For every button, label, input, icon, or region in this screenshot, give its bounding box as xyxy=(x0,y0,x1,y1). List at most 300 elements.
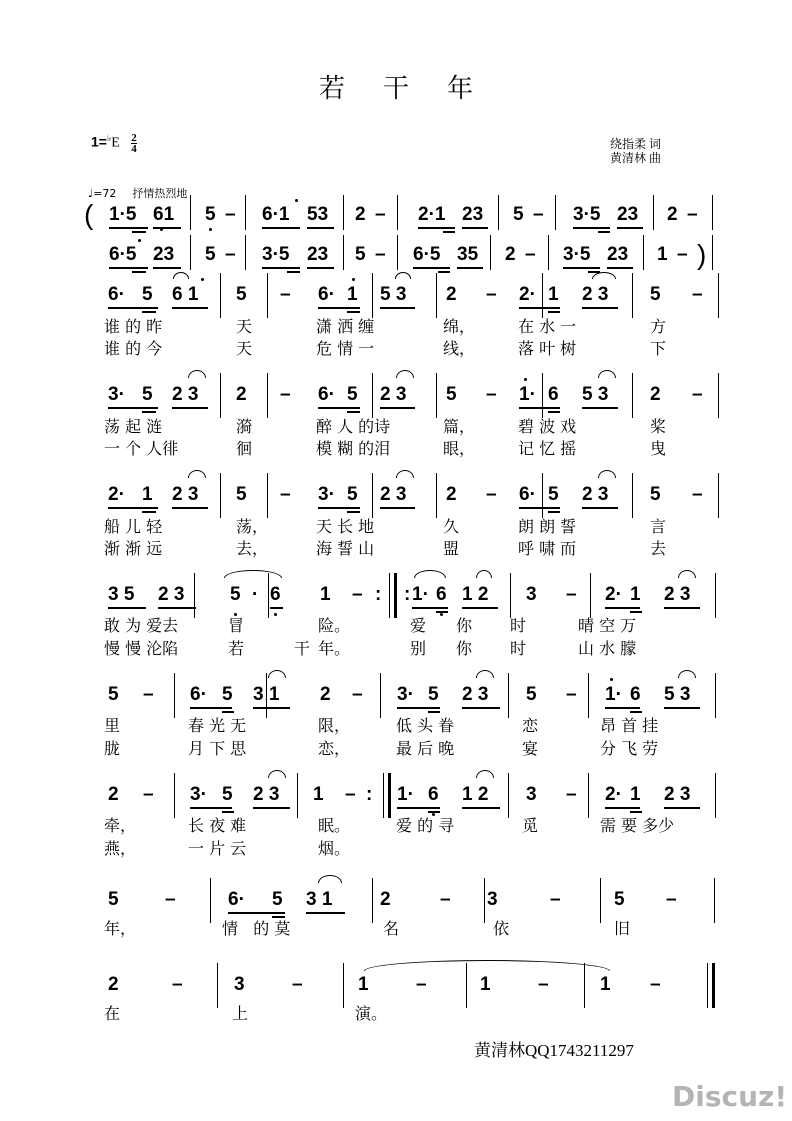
barline xyxy=(548,235,549,270)
lyric: 天 长 地 xyxy=(316,517,375,536)
underline xyxy=(307,227,334,229)
note: 1 xyxy=(320,584,331,605)
note: 5 xyxy=(347,384,358,405)
lyric: 分 飞 劳 xyxy=(600,739,659,758)
underline xyxy=(172,407,208,409)
note: 6·5 xyxy=(413,244,441,265)
lyric: 一 片 云 xyxy=(188,839,247,858)
lyric: 荡， xyxy=(236,517,269,536)
note: 2 xyxy=(236,384,247,405)
note: 2 3 xyxy=(253,784,280,805)
credits xyxy=(610,137,661,165)
barline xyxy=(590,573,591,618)
lyric: 低 头 眷 xyxy=(396,716,455,735)
note: 23 xyxy=(607,244,629,265)
lyric: 你 xyxy=(456,616,473,635)
note: 1 xyxy=(600,974,611,995)
lyric: 若 xyxy=(228,639,245,658)
lyric: 名 xyxy=(383,919,400,938)
note: 2 xyxy=(667,204,678,225)
note: 5 xyxy=(236,284,247,305)
underline xyxy=(462,607,498,609)
slur xyxy=(678,670,696,678)
barline xyxy=(397,195,398,230)
lyric: 落 叶 树 xyxy=(518,339,577,358)
note: 2 xyxy=(108,784,119,805)
note: – xyxy=(677,244,688,265)
note: – xyxy=(143,684,154,705)
note: – xyxy=(566,684,577,705)
lyric: 海 誓 山 xyxy=(316,539,375,558)
underline xyxy=(190,807,232,809)
barline xyxy=(653,195,654,230)
note: 6· xyxy=(519,484,536,505)
slur xyxy=(414,570,446,578)
barline xyxy=(508,673,509,718)
lyric: 醉 人 的诗 xyxy=(316,417,391,436)
lyric: 敢 为 爱去 xyxy=(104,616,179,635)
note: 3· xyxy=(190,784,207,805)
lyric: 情 的 莫 xyxy=(222,919,291,938)
lyric: 牵， xyxy=(104,816,137,835)
note: – xyxy=(352,584,363,605)
lyric: 言 xyxy=(650,517,667,536)
slur xyxy=(395,272,411,279)
underline xyxy=(172,507,208,509)
underline xyxy=(132,231,146,233)
barline xyxy=(600,878,601,923)
underline xyxy=(253,707,290,709)
barline xyxy=(343,235,344,270)
lyric: 时 xyxy=(510,616,527,635)
underline xyxy=(607,267,633,269)
underline xyxy=(108,307,158,309)
note: – xyxy=(345,784,356,805)
lyric: 依 xyxy=(493,919,510,938)
note: 23 xyxy=(462,204,484,225)
slur xyxy=(268,770,286,778)
note: 6·1 xyxy=(262,204,290,225)
note: 5 xyxy=(222,784,233,805)
underline xyxy=(109,267,148,269)
underline xyxy=(397,707,440,709)
lyric: 月 下 思 xyxy=(188,739,247,758)
lyric: 年。 xyxy=(318,639,351,658)
barline xyxy=(174,773,175,818)
note: – xyxy=(692,484,703,505)
lyric: 线， xyxy=(443,339,476,358)
lyric: 慢 慢 沦陷 xyxy=(104,639,179,658)
note: 2· xyxy=(519,284,536,305)
barline xyxy=(210,878,211,923)
note: 5 xyxy=(108,889,119,910)
underline xyxy=(573,227,610,229)
note: 23 xyxy=(617,204,639,225)
underline xyxy=(630,811,642,813)
note: 5 xyxy=(428,684,439,705)
note: 2 xyxy=(108,974,119,995)
barline xyxy=(542,373,543,418)
lyric: 需 要 多少 xyxy=(600,816,675,835)
underline xyxy=(347,311,360,313)
note: 2· xyxy=(605,784,622,805)
lyric: 篇， xyxy=(443,417,476,436)
tempo: ♩=72 xyxy=(88,187,117,200)
footer-credit: 黄清林QQ1743211297 xyxy=(474,1041,634,1060)
underline xyxy=(347,411,360,413)
note: 5 xyxy=(142,284,153,305)
underline xyxy=(190,707,232,709)
underline xyxy=(664,807,700,809)
lyric: 荡 起 涟 xyxy=(104,417,163,436)
underline xyxy=(428,711,440,713)
lyric: 年， xyxy=(104,919,137,938)
underline xyxy=(617,227,643,229)
note: 2 xyxy=(380,889,391,910)
octave-dot xyxy=(274,613,277,616)
barline xyxy=(194,573,195,618)
octave-dot xyxy=(201,278,204,281)
note: 1· xyxy=(605,684,622,705)
note: · xyxy=(252,584,259,605)
note: 2 xyxy=(446,284,457,305)
page-title: 若干年 xyxy=(318,74,511,104)
note: 5 xyxy=(513,204,524,225)
note: – xyxy=(533,204,544,225)
note: 5 xyxy=(230,584,241,605)
lyric: 模 糊 的泪 xyxy=(316,439,391,458)
slur xyxy=(318,875,342,883)
lyric: 晴 空 万 xyxy=(578,616,637,635)
lyric: 天 xyxy=(236,317,253,336)
barline xyxy=(372,473,373,518)
slur xyxy=(268,670,286,678)
lyric: 燕， xyxy=(104,839,137,858)
lyric: 冒 xyxy=(228,616,245,635)
slur xyxy=(188,370,206,378)
double-barline xyxy=(383,773,391,818)
barline xyxy=(588,673,589,718)
underline xyxy=(380,407,415,409)
note: 1 2 xyxy=(462,584,489,605)
note: 2·1 xyxy=(418,204,446,225)
lyric: 演。 xyxy=(355,1004,388,1023)
underline xyxy=(270,607,283,609)
underline xyxy=(153,227,181,229)
note: – xyxy=(165,889,176,910)
lyric: 谁 的 昨 xyxy=(104,317,163,336)
note: 2 xyxy=(650,384,661,405)
note: 6· xyxy=(318,384,335,405)
underline xyxy=(307,267,334,269)
barline xyxy=(712,235,713,270)
note: 23 xyxy=(307,244,329,265)
underline xyxy=(519,307,560,309)
lyric: 去， xyxy=(236,539,269,558)
note: – xyxy=(375,204,386,225)
note: 5 xyxy=(650,484,661,505)
barline xyxy=(372,878,373,923)
note: 5 3 xyxy=(582,384,609,405)
note: 1 xyxy=(313,784,324,805)
lyric: 时 xyxy=(510,639,527,658)
lyric: 干 xyxy=(294,639,311,658)
note: : xyxy=(375,584,382,605)
lyric: 潇 洒 缠 xyxy=(316,317,375,336)
note: – xyxy=(416,974,427,995)
barline xyxy=(436,273,437,318)
note: – xyxy=(525,244,536,265)
note: 5 xyxy=(614,889,625,910)
note: 6 xyxy=(436,584,447,605)
note: 1 xyxy=(480,974,491,995)
barline xyxy=(588,773,589,818)
lyric: 碧 波 戏 xyxy=(518,417,577,436)
note: : xyxy=(404,584,411,605)
note: 2 xyxy=(320,684,331,705)
barline xyxy=(266,673,267,718)
underline xyxy=(132,271,146,273)
note: – xyxy=(692,384,703,405)
note: 53 xyxy=(307,204,329,225)
lyric: 船 儿 轻 xyxy=(104,517,163,536)
lyric: 危 情 一 xyxy=(316,339,375,358)
underline xyxy=(462,227,488,229)
note: – xyxy=(486,384,497,405)
underline xyxy=(380,507,415,509)
underline xyxy=(413,267,450,269)
barline xyxy=(715,673,716,718)
lyric: 觅 xyxy=(522,816,539,835)
barline xyxy=(484,878,485,923)
note: – xyxy=(486,284,497,305)
note: 3 1 xyxy=(253,684,280,705)
lyric: 限， xyxy=(318,716,351,735)
underline xyxy=(519,407,560,409)
barline xyxy=(220,273,221,318)
lyric: 最 后 晚 xyxy=(396,739,455,758)
note: 2 3 xyxy=(462,684,489,705)
note: 5 xyxy=(272,889,283,910)
underline xyxy=(462,807,500,809)
underline xyxy=(598,231,610,233)
slur xyxy=(364,960,610,971)
slur xyxy=(476,570,492,578)
time-sig-top: 2 xyxy=(131,132,137,144)
octave-dot xyxy=(440,613,443,616)
note: 35 xyxy=(457,244,479,265)
key-signature xyxy=(91,133,137,154)
note: 6· xyxy=(108,284,125,305)
note: : xyxy=(366,784,373,805)
lyric: 你 xyxy=(456,639,473,658)
key-label: 1= xyxy=(91,133,107,150)
note: 1· xyxy=(519,384,536,405)
barline xyxy=(632,373,633,418)
barline xyxy=(220,473,221,518)
lyric: 上 xyxy=(232,1004,249,1023)
lyric: 春 光 无 xyxy=(188,716,247,735)
note: 2 xyxy=(446,484,457,505)
note: 2 xyxy=(505,244,516,265)
underline xyxy=(318,307,360,309)
note: – xyxy=(280,484,291,505)
octave-dot xyxy=(209,228,212,231)
underline xyxy=(108,607,146,609)
underline xyxy=(108,407,158,409)
barline xyxy=(714,878,715,923)
lyric: 桨 xyxy=(650,417,667,436)
note: 3 xyxy=(234,974,245,995)
note: – xyxy=(687,204,698,225)
underline xyxy=(158,607,196,609)
underline xyxy=(222,711,234,713)
underline xyxy=(548,311,560,313)
note: 1· xyxy=(412,584,429,605)
lyric: 险。 xyxy=(318,616,351,635)
barline xyxy=(245,195,246,230)
underline xyxy=(318,407,360,409)
underline xyxy=(605,607,640,609)
note: 5 xyxy=(446,384,457,405)
lyric: 宴 xyxy=(522,739,539,758)
octave-dot xyxy=(352,278,355,281)
barline xyxy=(267,273,268,318)
underline xyxy=(142,511,156,513)
close-paren: ) xyxy=(697,239,707,270)
lyric: 记 忆 摇 xyxy=(518,439,577,458)
note: 2 3 xyxy=(582,484,609,505)
underline xyxy=(109,227,148,229)
note: 1 xyxy=(142,484,153,505)
lyric: 徊 xyxy=(236,439,253,458)
lyric: 绵， xyxy=(443,317,476,336)
barline xyxy=(245,235,246,270)
note: 2 3 xyxy=(172,484,199,505)
underline xyxy=(262,227,300,229)
underline xyxy=(153,267,181,269)
note: 6· xyxy=(190,684,207,705)
note: 5 3 xyxy=(380,284,407,305)
lyric: 朗 朗 誓 xyxy=(518,517,577,536)
note: 5 xyxy=(650,284,661,305)
note: 6 1 xyxy=(172,284,199,305)
note: – xyxy=(538,974,549,995)
octave-dot xyxy=(138,239,141,242)
underline xyxy=(306,912,345,914)
lyric: 眠。 xyxy=(318,816,351,835)
note: 5 xyxy=(347,484,358,505)
barline xyxy=(190,195,191,230)
slur xyxy=(598,470,616,478)
lyric: 谁 的 今 xyxy=(104,339,163,358)
note: 1 xyxy=(630,784,641,805)
barline xyxy=(297,773,298,818)
note: 5 3 xyxy=(664,684,691,705)
double-barline xyxy=(707,963,715,1008)
note: 1· xyxy=(397,784,414,805)
underline xyxy=(228,912,285,914)
time-sig-bottom: 4 xyxy=(131,143,137,155)
note: – xyxy=(292,974,303,995)
note: – xyxy=(566,584,577,605)
note: – xyxy=(650,974,661,995)
slur xyxy=(396,470,414,478)
octave-dot xyxy=(524,378,527,381)
lyric: 眼， xyxy=(443,439,476,458)
lyric: 曳 xyxy=(650,439,667,458)
note: 1 xyxy=(657,244,668,265)
key-note: E xyxy=(111,135,120,151)
slur xyxy=(188,470,206,478)
lyric: 别 xyxy=(410,639,427,658)
note: – xyxy=(550,889,561,910)
lyric: 去 xyxy=(650,539,667,558)
note: 6· xyxy=(228,889,245,910)
note: 1·5 xyxy=(109,204,137,225)
slur xyxy=(598,370,616,378)
note: 5 xyxy=(205,244,216,265)
lyric: 旧 xyxy=(614,919,631,938)
underline xyxy=(630,611,642,613)
barline xyxy=(267,473,268,518)
note: 2 3 xyxy=(664,784,691,805)
underline xyxy=(412,607,448,609)
barline xyxy=(372,273,373,318)
note: – xyxy=(280,284,291,305)
note: – xyxy=(440,889,451,910)
note: 3·5 xyxy=(262,244,290,265)
underline xyxy=(443,231,455,233)
lyric: 一 个 人徘 xyxy=(104,439,179,458)
composer: 黄清林 曲 xyxy=(610,151,662,165)
note: 5 xyxy=(355,244,366,265)
underline xyxy=(438,271,450,273)
barline xyxy=(343,963,344,1008)
barline xyxy=(397,235,398,270)
note: 3· xyxy=(108,384,125,405)
note: 61 xyxy=(153,204,175,225)
underline xyxy=(563,267,600,269)
note: 2 3 xyxy=(172,384,199,405)
barline xyxy=(718,273,719,318)
underline xyxy=(664,607,700,609)
note: 5 xyxy=(205,204,216,225)
underline xyxy=(318,507,360,509)
lyric: 下 xyxy=(650,339,667,358)
note: 3· xyxy=(397,684,414,705)
note: – xyxy=(225,244,236,265)
barline xyxy=(712,195,713,230)
octave-dot xyxy=(295,199,298,202)
note: 1 xyxy=(630,584,641,605)
barline xyxy=(267,373,268,418)
expression-marking: 抒情热烈地 xyxy=(132,187,188,200)
note: 1 xyxy=(347,284,358,305)
barline xyxy=(174,673,175,718)
note: 2 3 xyxy=(158,584,185,605)
underline xyxy=(519,507,560,509)
note: – xyxy=(280,384,291,405)
note: 5 xyxy=(236,484,247,505)
barline xyxy=(220,373,221,418)
note: – xyxy=(486,484,497,505)
lyric: 昂 首 挂 xyxy=(600,716,659,735)
watermark: Discuz! xyxy=(672,1080,788,1113)
note: 5 xyxy=(222,684,233,705)
note: 2 xyxy=(355,204,366,225)
barline xyxy=(632,273,633,318)
